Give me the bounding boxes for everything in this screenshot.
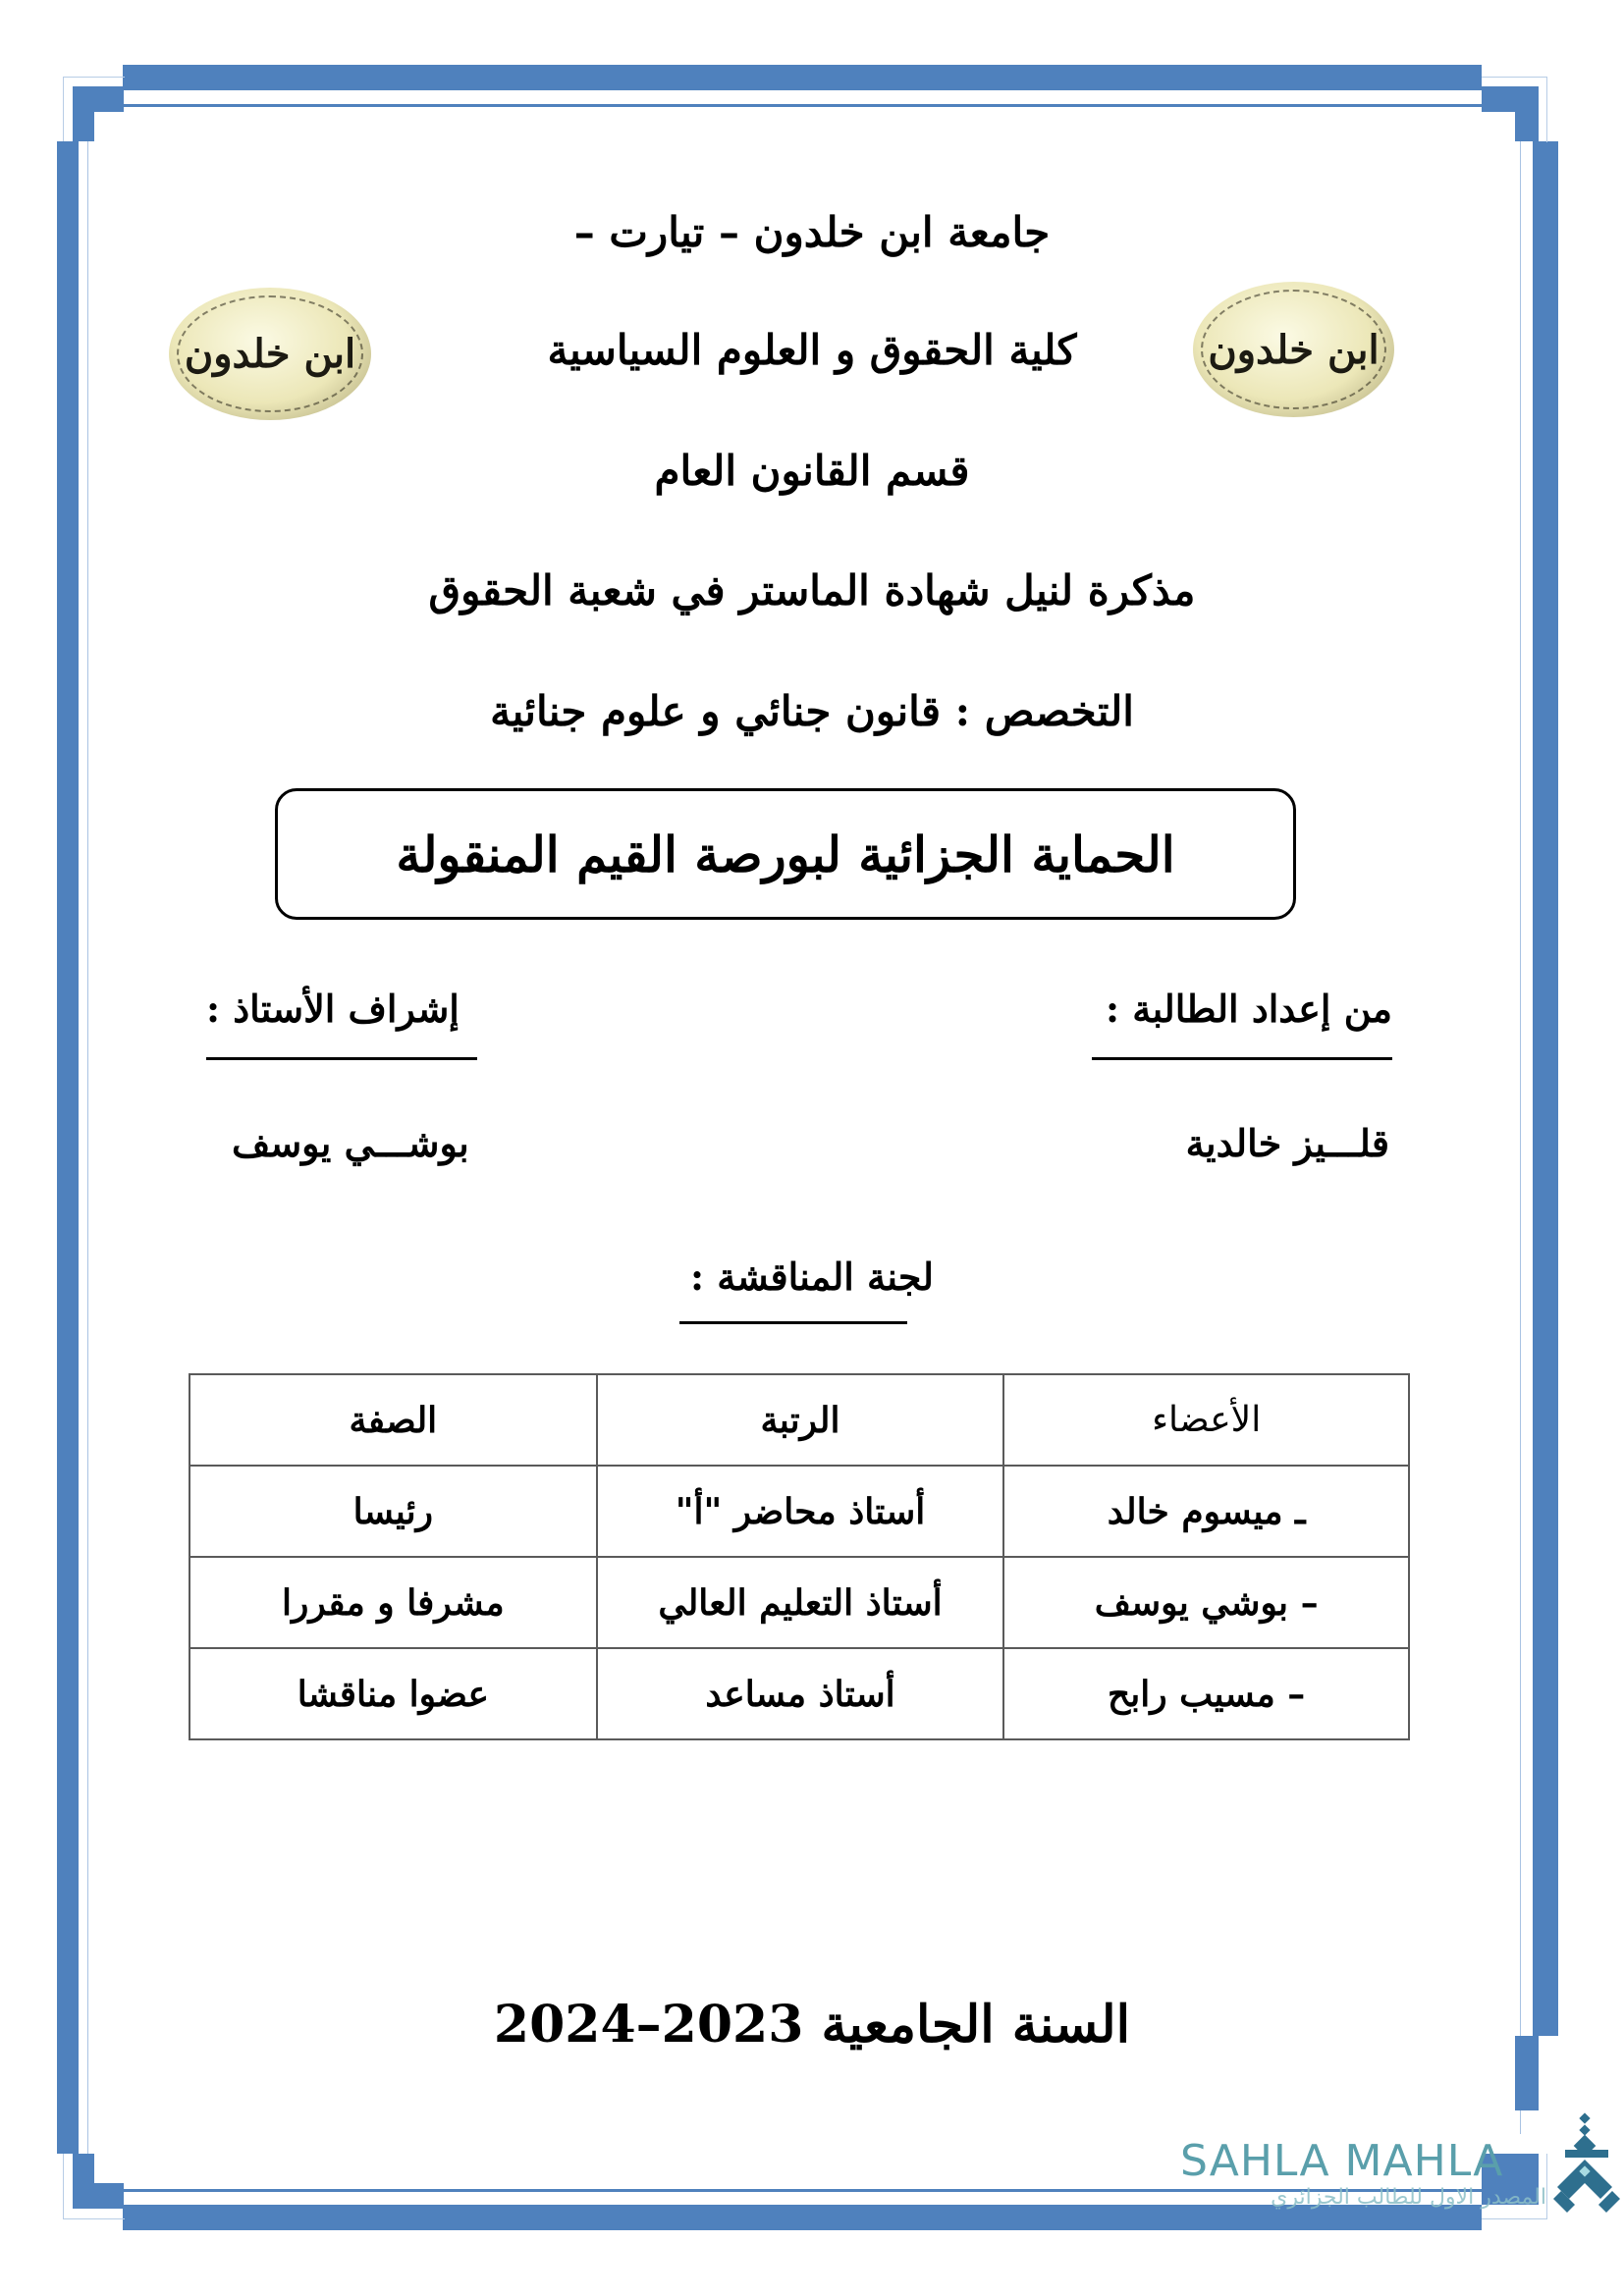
supervisor-underline xyxy=(206,1057,477,1060)
supervisor-label: إشراف الأستاذ : xyxy=(206,987,460,1031)
faculty-name: كلية الحقوق و العلوم السياسية xyxy=(547,326,1077,374)
frame-top-line xyxy=(123,104,1482,107)
committee-heading: لجنة المناقشة : xyxy=(689,1255,935,1299)
member-rank: أستاذ مساعد xyxy=(597,1648,1004,1739)
committee-table xyxy=(189,1373,1410,1740)
member-rank: أستاذ محاضر "أ" xyxy=(597,1466,1004,1557)
column-header-members: الأعضاء xyxy=(1003,1374,1409,1466)
thesis-title: الحماية الجزائية لبورصة القيم المنقولة xyxy=(396,825,1175,883)
specialization-line: التخصص : قانون جنائي و علوم جنائية xyxy=(490,687,1134,735)
frame-corner-bl-h xyxy=(73,2183,124,2209)
frame-left-line xyxy=(87,141,88,2154)
frame-right-line xyxy=(1520,141,1521,2134)
column-header-rank: الرتبة xyxy=(597,1374,1004,1466)
table-header-row xyxy=(189,1374,1409,1466)
member-rank: أستاذ التعليم العالي xyxy=(597,1557,1004,1648)
department-name: قسم القانون العام xyxy=(654,447,970,495)
student-name: قلـــيز خالدية xyxy=(1185,1121,1389,1165)
supervisor-name: بوشـــي يوسف xyxy=(232,1121,469,1165)
committee-underline xyxy=(679,1321,907,1324)
member-role: رئيسا xyxy=(189,1466,597,1557)
academic-year: السنة الجامعية 2023–2024 xyxy=(493,1995,1131,2055)
member-role: مشرفا و مقررا xyxy=(189,1557,597,1648)
frame-top-bar xyxy=(123,65,1482,90)
member-name: ـ ميسوم خالد xyxy=(1003,1466,1409,1557)
table-row xyxy=(189,1557,1409,1648)
watermark-tagline: المصدر الاول للطالب الجزائري xyxy=(1271,2185,1546,2210)
logo-calligraphy-icon: ابن خلدون xyxy=(184,331,356,377)
frame-corner-tl-v xyxy=(73,86,94,141)
prepared-by-label: من إعداد الطالبة : xyxy=(1106,987,1392,1031)
prepared-by-underline xyxy=(1092,1057,1392,1060)
column-header-role: الصفة xyxy=(189,1374,597,1466)
logo-calligraphy-icon: ابن خلدون xyxy=(1208,326,1380,373)
frame-left-bar xyxy=(57,141,79,2154)
watermark-brand: SAHLA MAHLA xyxy=(1180,2136,1504,2186)
degree-line: مذكرة لنيل شهادة الماستر في شعبة الحقوق xyxy=(428,566,1196,614)
table-row xyxy=(189,1466,1409,1557)
sahla-mahla-logo-icon xyxy=(1551,2112,1622,2218)
frame-right-bar xyxy=(1533,141,1558,2036)
member-role: عضوا مناقشا xyxy=(189,1648,597,1739)
member-name: – مسيب رابح xyxy=(1003,1648,1409,1739)
university-name: جامعة ابن خلدون – تيارت – xyxy=(573,208,1051,256)
thesis-title-box xyxy=(275,788,1296,920)
frame-corner-tr-v xyxy=(1515,86,1539,141)
table-row xyxy=(189,1648,1409,1739)
member-name: – بوشي يوسف xyxy=(1003,1557,1409,1648)
